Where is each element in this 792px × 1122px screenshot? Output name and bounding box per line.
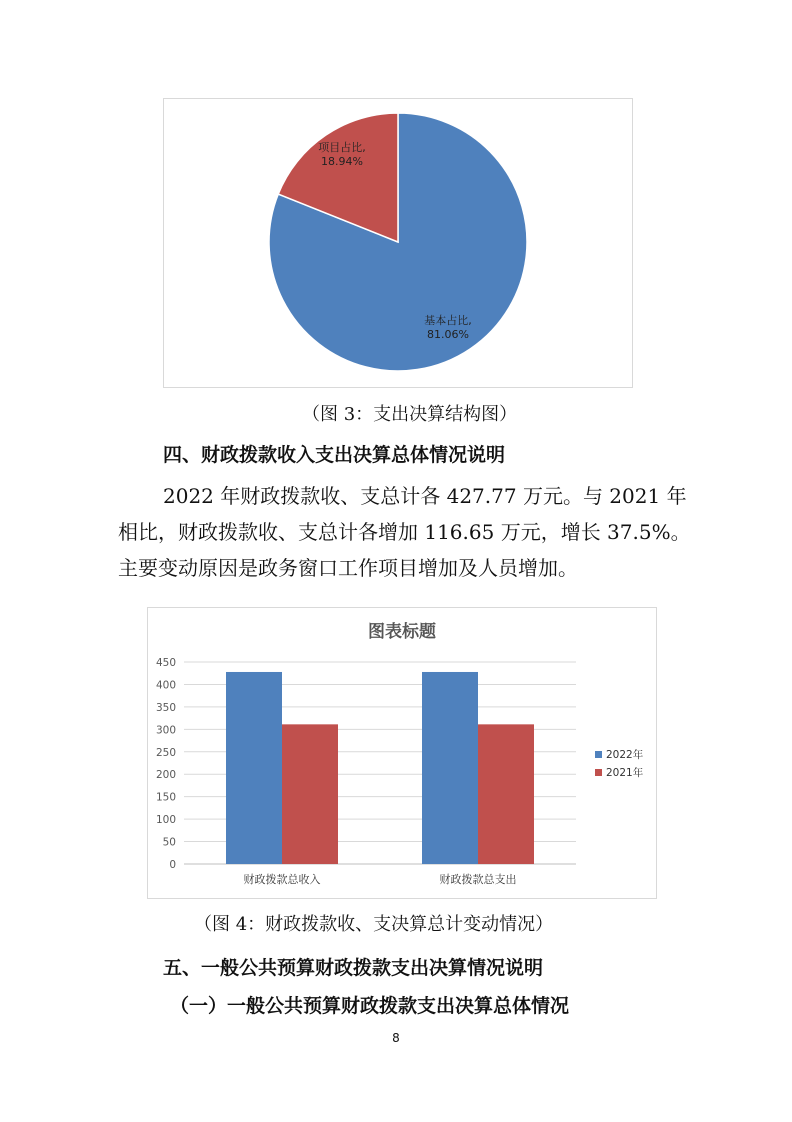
figure-4-caption: （图 4：财政拨款收、支决算总计变动情况） — [194, 914, 554, 935]
bar-1-1 — [478, 724, 534, 864]
section-4-line-3: 主要变动原因是政务窗口工作项目增加及人员增加。 — [118, 556, 578, 580]
section-4-heading: 四、财政拨款收入支出决算总体情况说明 — [163, 444, 506, 466]
legend-swatch-1 — [595, 769, 602, 776]
pie-value-label-0: 81.06% — [427, 328, 469, 341]
x-tick-label: 财政拨款总收入 — [243, 873, 321, 886]
y-tick-label: 450 — [155, 657, 176, 669]
legend-swatch-0 — [595, 751, 602, 758]
figure-3-caption: （图 3：支出决算结构图） — [302, 404, 518, 425]
y-tick-label: 350 — [155, 701, 176, 714]
bar-chart-svg — [148, 608, 656, 898]
y-tick-label: 150 — [155, 791, 176, 804]
bar-0-1 — [282, 724, 338, 864]
y-tick-label: 0 — [169, 859, 176, 871]
legend-label-0: 2022年 — [606, 749, 644, 761]
section-4-line-1: 2022 年财政拨款收、支总计各 427.77 万元。与 2021 年 — [163, 484, 687, 508]
bar-chart-title: 图表标题 — [368, 622, 436, 642]
legend-label-1: 2021年 — [606, 767, 644, 779]
pie-label-1: 项目占比, — [318, 141, 366, 154]
y-tick-label: 250 — [155, 746, 176, 759]
pie-label-0: 基本占比, — [424, 314, 472, 327]
y-tick-label: 300 — [155, 724, 176, 737]
bar-0-0 — [226, 672, 282, 864]
x-tick-label: 财政拨款总支出 — [439, 873, 517, 886]
y-tick-label: 50 — [162, 836, 176, 849]
y-tick-label: 200 — [155, 769, 176, 782]
pie-value-label-1: 18.94% — [321, 155, 363, 168]
section-4-line-2: 相比，财政拨款收、支总计各增加 116.65 万元，增长 37.5%。 — [118, 520, 691, 544]
y-tick-label: 400 — [155, 679, 176, 692]
pie-chart — [163, 98, 633, 388]
pie-chart-svg — [164, 99, 632, 387]
bar-chart — [147, 607, 657, 899]
section-5-subheading: （一）一般公共预算财政拨款支出决算总体情况 — [170, 995, 570, 1017]
y-tick-label: 100 — [155, 814, 176, 827]
bar-1-0 — [422, 672, 478, 864]
section-5-heading: 五、一般公共预算财政拨款支出决算情况说明 — [163, 957, 544, 979]
page-number: 8 — [392, 1031, 400, 1045]
